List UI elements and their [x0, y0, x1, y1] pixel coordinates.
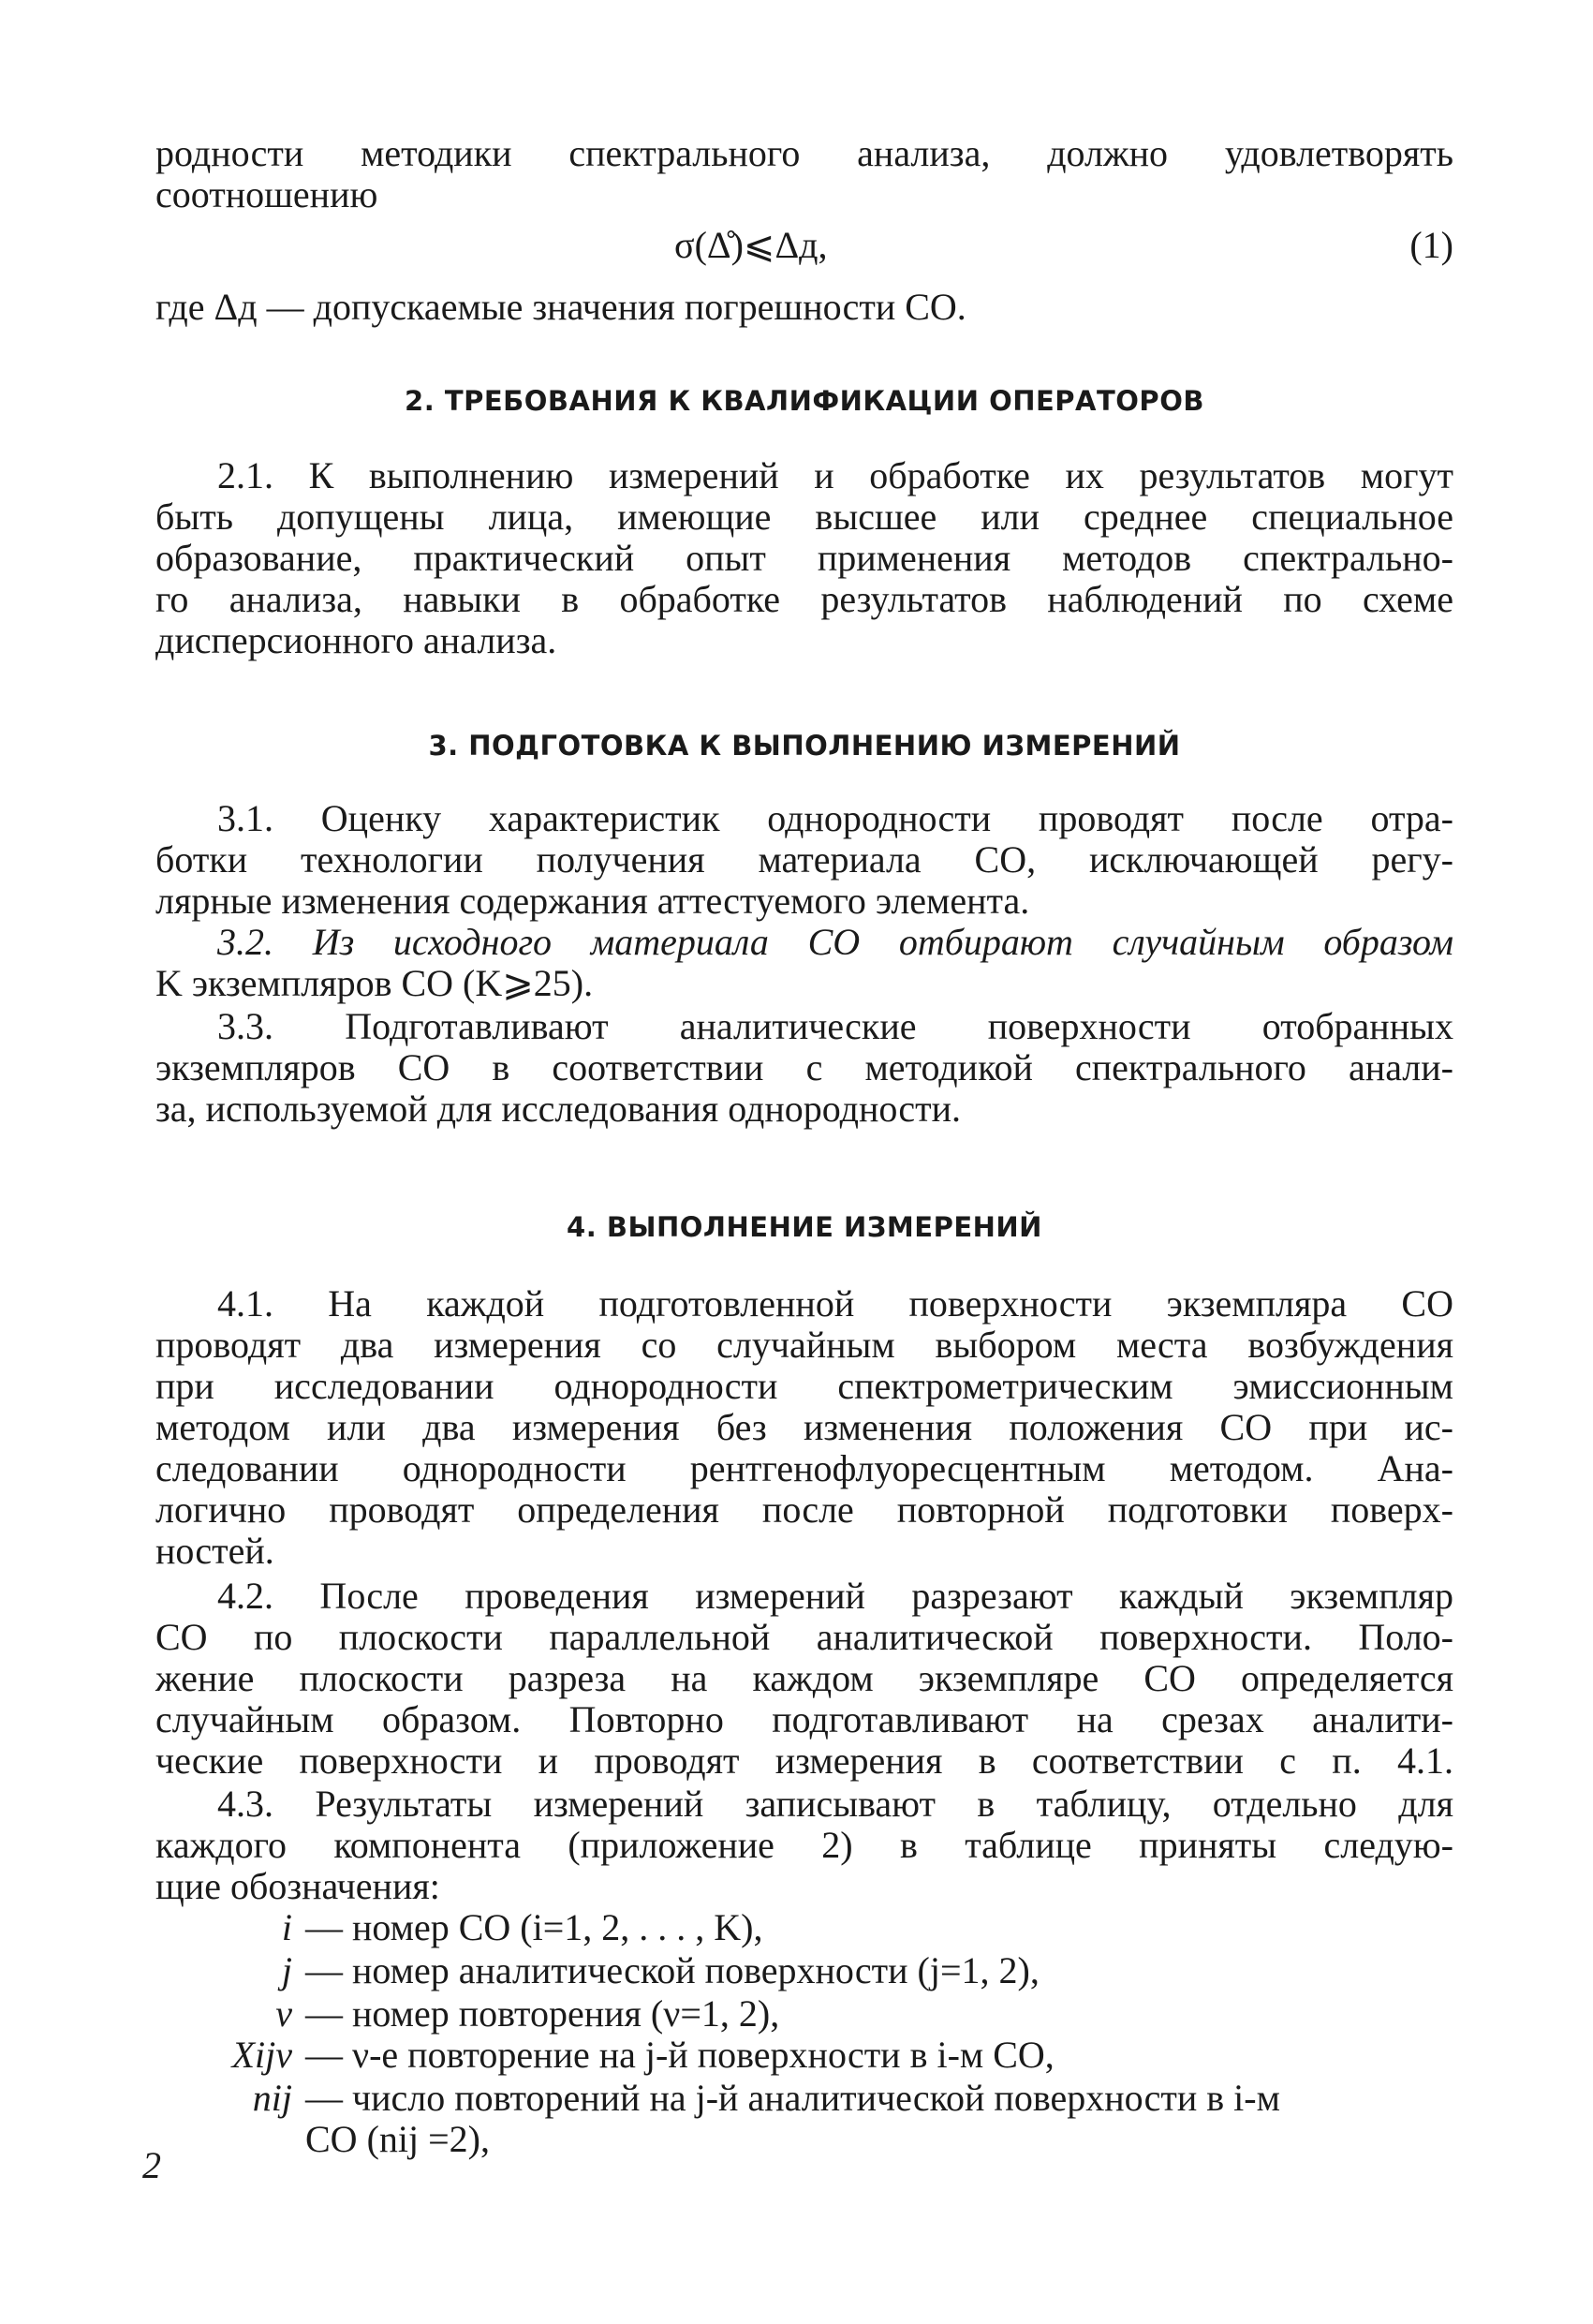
para-3-1-line-3: лярные изменения содержания аттестуемого элемента.	[155, 880, 1030, 922]
para-4-2-line-4: случайным образом. Повторно подготавливают на срезах аналити-	[155, 1698, 1453, 1740]
section-3-heading: 3. ПОДГОТОВКА К ВЫПОЛНЕНИЮ ИЗМЕРЕНИЙ	[428, 730, 1181, 762]
para-3-3-line-1: 3.3. Подготавливают аналитические поверхности отобранных	[217, 1005, 1453, 1047]
para-4-1-line-7: ностей.	[155, 1530, 274, 1572]
definition-symbol-nu: ν	[275, 1992, 292, 2035]
definition-symbol-j: j	[281, 1949, 292, 1991]
definition-text-nu: — номер повторения (ν=1, 2),	[305, 1992, 780, 2035]
para-2-1-line-3: образование, практический опыт применения методов спектрально-	[155, 537, 1453, 579]
definition-text-i: — номер СО (i=1, 2, . . . , K),	[305, 1906, 763, 1948]
definition-symbol-x: Xijν	[231, 2034, 292, 2076]
para-2-1-line-1: 2.1. К выполнению измерений и обработке их результатов могут	[217, 454, 1453, 496]
para-4-1-line-3: при исследовании однородности спектрометрическим эмиссионным	[155, 1365, 1453, 1407]
definition-text-x: — ν-е повторение на j-й поверхности в i-м СО,	[305, 2034, 1055, 2076]
para-4-2-line-5: ческие поверхности и проводят измерения в соответствии с п. 4.1.	[155, 1739, 1453, 1782]
para-2-1-line-4: го анализа, навыки в обработке результатов наблюдений по схеме	[155, 578, 1453, 620]
para-2-1-line-2: быть допущены лица, имеющие высшее или среднее специальное	[155, 496, 1453, 538]
definition-text-j: — номер аналитической поверхности (j=1, 2),	[305, 1949, 1040, 1991]
intro-line-1: родности методики спектрального анализа, должно удовлетворять	[155, 132, 1453, 174]
formula-where: где Δд — допускаемые значения погрешности СО.	[155, 286, 966, 328]
para-3-2-line-1: 3.2. Из исходного материала СО отбирают случайным образом	[217, 921, 1453, 963]
para-4-1-line-1: 4.1. На каждой подготовленной поверхности экземпляра СО	[217, 1282, 1453, 1325]
para-4-1-line-5: следовании однородности рентгенофлуоресцентным методом. Ана-	[155, 1447, 1453, 1489]
para-4-2-line-2: СО по плоскости параллельной аналитической поверхности. Поло-	[155, 1616, 1453, 1658]
intro-line-2: соотношению	[155, 173, 378, 215]
definition-symbol-n: nij	[252, 2077, 292, 2119]
formula-1: σ(Δ̊)⩽Δд,	[674, 224, 828, 266]
para-4-2-line-3: жение плоскости разреза на каждом экземпляре СО определяется	[155, 1657, 1453, 1699]
formula-number: (1)	[1409, 224, 1453, 266]
para-4-1-line-2: проводят два измерения со случайным выбором места возбуждения	[155, 1324, 1453, 1366]
definition-text-n-continued: СО (nij =2),	[305, 2118, 490, 2160]
para-3-1-line-2: ботки технологии получения материала СО, исключающей регу-	[155, 838, 1453, 881]
para-3-3-line-3: за, используемой для исследования однородности.	[155, 1088, 962, 1130]
section-2-heading: 2. ТРЕБОВАНИЯ К КВАЛИФИКАЦИИ ОПЕРАТОРОВ	[405, 385, 1204, 417]
page-number: 2	[142, 2144, 161, 2186]
para-4-2-line-1: 4.2. После проведения измерений разрезают каждый экземпляр	[217, 1575, 1453, 1617]
para-2-1-line-5: дисперсионного анализа.	[155, 619, 557, 661]
para-3-1-line-1: 3.1. Оценку характеристик однородности проводят после отра-	[217, 797, 1453, 839]
para-4-3-line-3: щие обозначения:	[155, 1865, 440, 1907]
para-4-1-line-6: логично проводят определения после повторной подготовки поверх-	[155, 1488, 1453, 1531]
definition-text-n: — число повторений на j-й аналитической поверхности в i-м	[305, 2077, 1280, 2119]
section-4-heading: 4. ВЫПОЛНЕНИЕ ИЗМЕРЕНИЙ	[567, 1211, 1042, 1243]
definition-symbol-i: i	[281, 1906, 292, 1948]
para-3-2-line-2: K экземпляров СО (K⩾25).	[155, 962, 594, 1004]
para-4-1-line-4: методом или два измерения без изменения положения СО при ис-	[155, 1406, 1453, 1448]
para-4-3-line-1: 4.3. Результаты измерений записывают в таблицу, отдельно для	[217, 1783, 1453, 1825]
para-4-3-line-2: каждого компонента (приложение 2) в таблице приняты следую-	[155, 1824, 1453, 1866]
para-3-3-line-2: экземпляров СО в соответствии с методикой спектрального анали-	[155, 1046, 1453, 1088]
